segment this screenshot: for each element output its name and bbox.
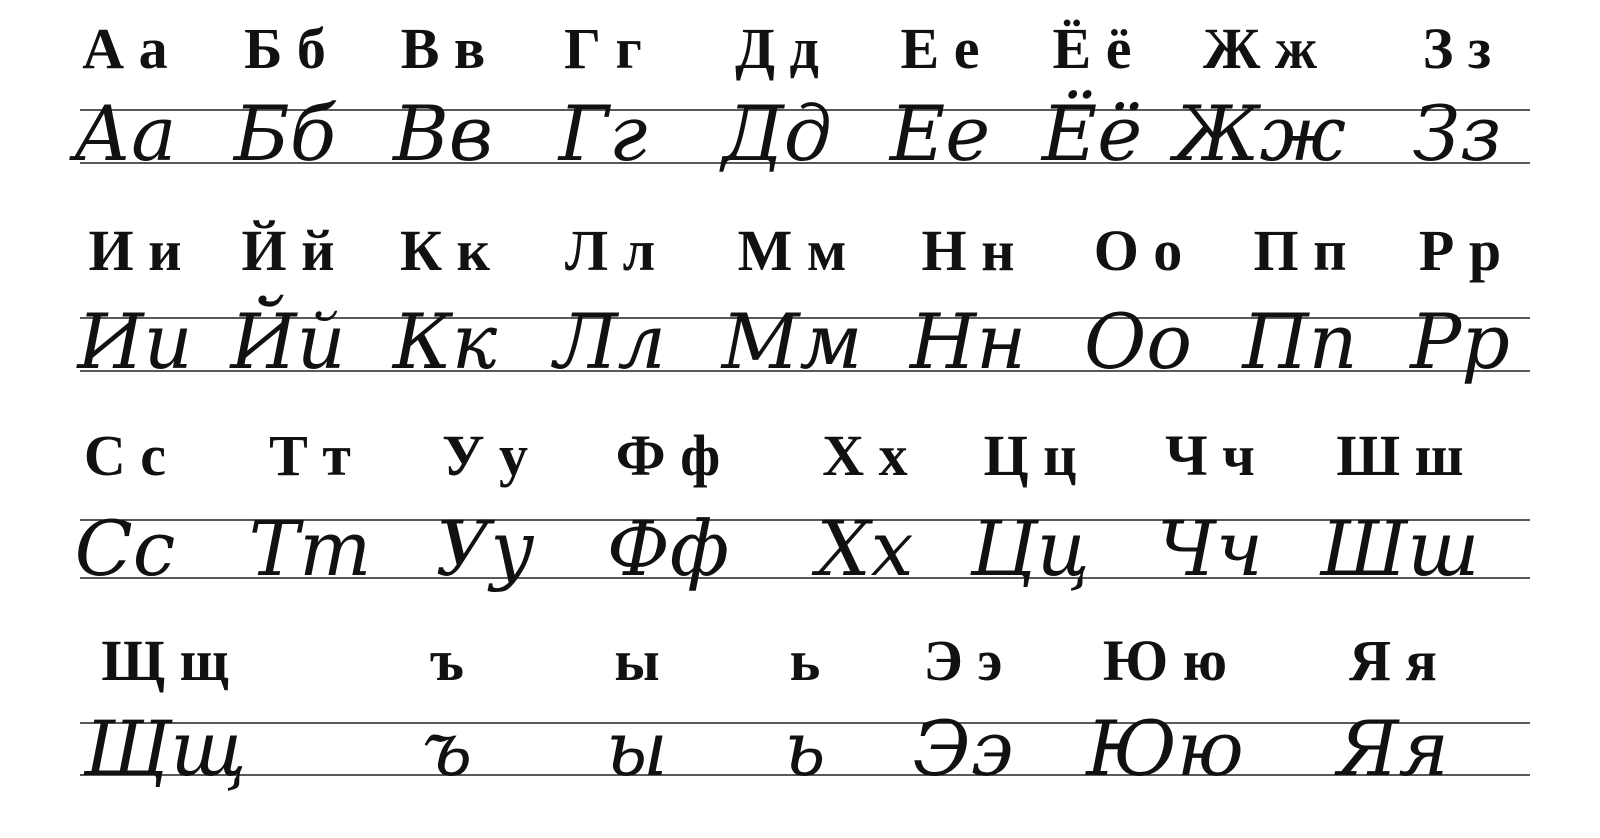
printed-letter: Ц ц <box>983 423 1077 488</box>
cursive-letter: Цц <box>970 504 1090 593</box>
printed-letter: ы <box>614 628 660 693</box>
printed-letter: Ж ж <box>1203 16 1317 81</box>
printed-letter: Б б <box>244 16 326 81</box>
cursive-letter: Вв <box>392 89 494 178</box>
cursive-letter: Аа <box>73 89 177 178</box>
alphabet-row <box>69 16 1530 178</box>
cursive-letter: Дд <box>722 89 832 178</box>
printed-letter: З з <box>1422 16 1492 81</box>
cursive-letter: Йй <box>230 297 346 386</box>
printed-letter: Ё ё <box>1052 16 1132 81</box>
printed-letter: В в <box>400 16 486 81</box>
printed-letter: Ч ч <box>1165 423 1255 488</box>
cursive-letter: Ёё <box>1041 89 1143 178</box>
cursive-letter: Ии <box>77 297 193 386</box>
cursive-letter: Тт <box>248 504 372 593</box>
printed-letter: П п <box>1253 218 1347 283</box>
cursive-letter: Сс <box>74 504 176 593</box>
printed-letter: Е е <box>900 16 980 81</box>
cursive-letter: ъ <box>421 704 473 793</box>
cursive-letter: Рр <box>1410 297 1510 386</box>
printed-letter: С с <box>83 423 167 488</box>
cursive-letter: Кк <box>392 297 498 386</box>
cursive-letter: Чч <box>1156 504 1264 593</box>
printed-letter: Ф ф <box>615 423 721 488</box>
alphabet-row <box>75 423 1530 593</box>
printed-letter: Н н <box>921 218 1015 283</box>
printed-letter: Г г <box>564 16 642 81</box>
cursive-letter: Мм <box>721 297 863 386</box>
cursive-letter: Гг <box>558 89 648 178</box>
printed-letter: Д д <box>735 16 819 81</box>
cursive-letter: ь <box>784 704 826 793</box>
printed-letter: У у <box>441 423 529 488</box>
cursive-letter: Яя <box>1337 704 1449 793</box>
printed-letter: ъ <box>430 628 464 693</box>
printed-letter: Т т <box>269 423 351 488</box>
printed-letter: Ю ю <box>1102 628 1228 693</box>
printed-letter: Л л <box>564 218 656 283</box>
printed-letter: И и <box>88 218 182 283</box>
cursive-letter: Ее <box>889 89 991 178</box>
cursive-letter: Ээ <box>912 704 1014 793</box>
printed-letter: Щ щ <box>101 628 229 693</box>
cursive-letter: Шш <box>1320 504 1480 593</box>
printed-letter: М м <box>737 218 847 283</box>
printed-letter: Ш ш <box>1336 423 1464 488</box>
cursive-letter: Уу <box>435 504 535 593</box>
cursive-letter: Зз <box>1412 89 1502 178</box>
cursive-letter: Пп <box>1242 297 1358 386</box>
printed-letter: Р р <box>1418 218 1502 283</box>
printed-letter: Х х <box>822 423 908 488</box>
printed-letter: ь <box>789 628 821 693</box>
cursive-letter: Юю <box>1086 704 1244 793</box>
cursive-letter: Оо <box>1083 297 1193 386</box>
printed-letter: О о <box>1093 218 1183 283</box>
printed-letter: А а <box>82 16 168 81</box>
printed-letter: Й й <box>241 218 335 283</box>
cursive-letter: ы <box>606 704 668 793</box>
cursive-letter: Лл <box>554 297 666 386</box>
cursive-letter: Жж <box>1174 89 1346 178</box>
printed-letter: Э э <box>923 628 1003 693</box>
cursive-letter: Фф <box>606 504 730 593</box>
alphabet-row <box>80 628 1530 793</box>
printed-letter: К к <box>400 218 490 283</box>
cursive-letter: Бб <box>233 89 337 178</box>
cursive-letter: Нн <box>909 297 1027 386</box>
alphabet-row <box>75 218 1530 386</box>
printed-letter: Я я <box>1349 628 1437 693</box>
cursive-letter: Щщ <box>83 704 247 793</box>
cursive-letter: Хх <box>816 504 914 593</box>
